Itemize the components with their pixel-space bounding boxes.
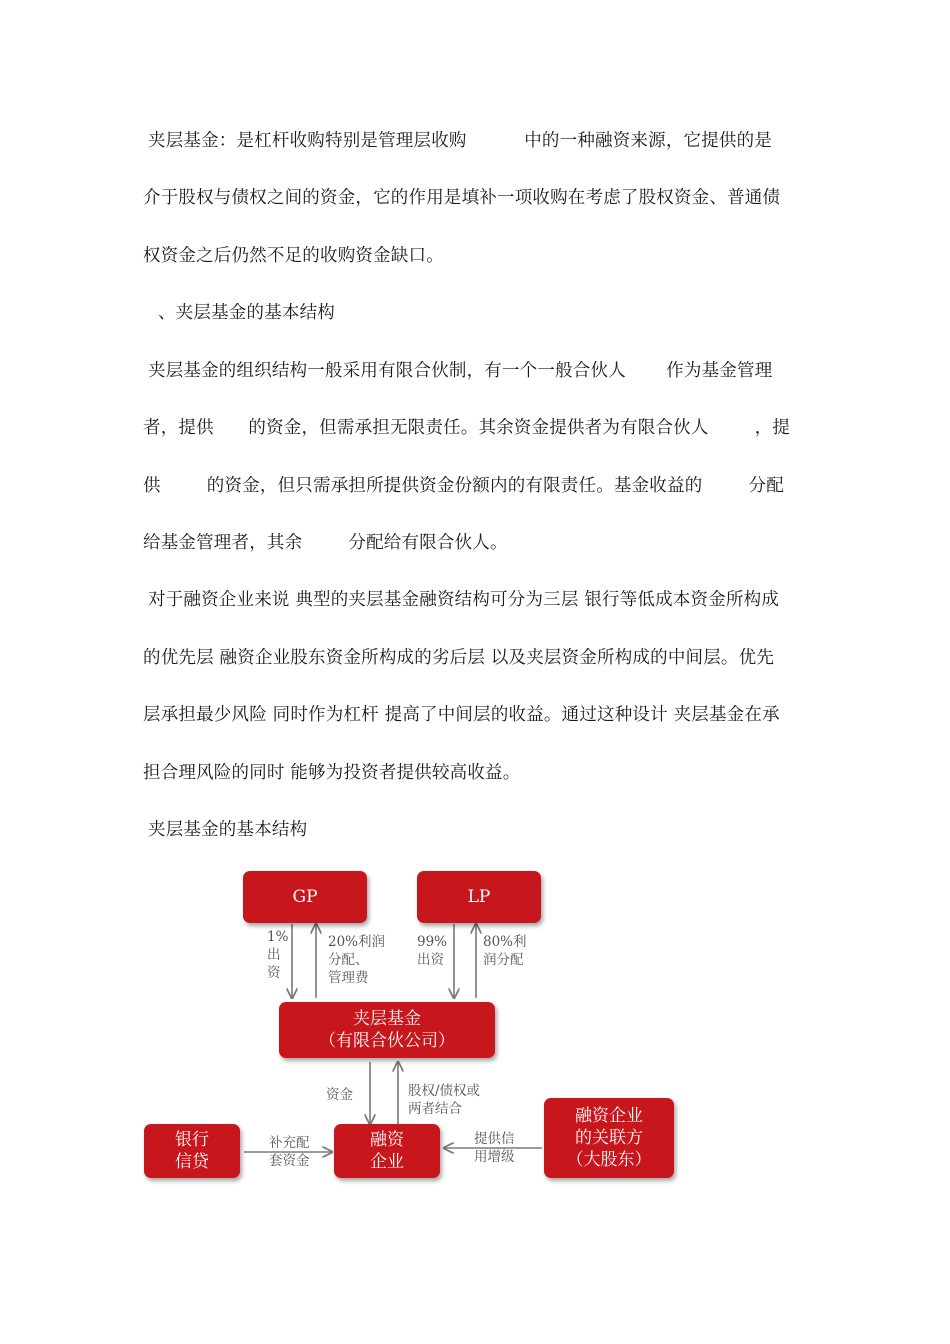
lp-box-label: LP xyxy=(467,887,491,907)
bank-to-company-label: 补充配 套资金 xyxy=(269,1135,310,1169)
company-box-line2: 企业 xyxy=(370,1152,404,1172)
fund-box-title: 夹层基金 xyxy=(353,1009,421,1029)
related-box-line2: 的关联方 xyxy=(575,1128,643,1148)
gp-box-label: GP xyxy=(292,887,318,907)
paragraph-line: 夹层基金：是杠杆收购特别是管理层收购 中的一种融资来源，它提供的是 xyxy=(148,131,773,151)
fund-to-company-label: 资金 xyxy=(326,1087,353,1103)
bank-box-line1: 银行 xyxy=(175,1130,209,1150)
bank-credit-box xyxy=(144,1124,240,1178)
lp-capital-label: 99% 出资 xyxy=(417,934,448,968)
paragraph-line: 介于股权与债权之间的资金，它的作用是填补一项收购在考虑了股权资金、普通债 xyxy=(143,188,781,208)
gp-return-label: 20%利润 分配、 管理费 xyxy=(328,934,386,986)
paragraph-line: 的优先层 融资企业股东资金所构成的劣后层 以及夹层资金所构成的中间层。优先 xyxy=(143,648,775,668)
fund-box-subtitle: （有限合伙公司） xyxy=(319,1031,455,1051)
paragraph-line: 给基金管理者，其余 分配给有限合伙人。 xyxy=(143,533,508,553)
paragraph-line: 供 的资金，但只需承担所提供资金份额内的有限责任。基金收益的 分配 xyxy=(143,476,784,496)
related-box-line3: （大股东） xyxy=(566,1150,652,1170)
company-to-fund-label: 股权/债权或 两者结合 xyxy=(408,1083,481,1117)
mezzanine-fund-structure-diagram xyxy=(140,866,680,1186)
gp-box xyxy=(243,871,367,923)
bank-box-line2: 信贷 xyxy=(175,1152,209,1172)
related-box-line1: 融资企业 xyxy=(575,1106,643,1126)
gp-capital-label: 1% 出 资 xyxy=(267,929,289,981)
company-box-line1: 融资 xyxy=(370,1130,404,1150)
section-heading: 、夹层基金的基本结构 xyxy=(158,303,335,323)
lp-return-label: 80%利 润分配 xyxy=(483,934,527,968)
paragraph-line: 夹层基金的组织结构一般采用有限合伙制，有一个一般合伙人 作为基金管理 xyxy=(148,361,773,381)
financing-company-box xyxy=(334,1124,440,1178)
paragraph-line: 层承担最少风险 同时作为杠杆 提高了中间层的收益。通过这种设计 夹层基金在承 xyxy=(143,705,780,725)
paragraph-line: 对于融资企业来说 典型的夹层基金融资结构可分为三层 银行等低成本资金所构成 xyxy=(148,590,780,610)
paragraph-line: 者，提供 的资金，但需承担无限责任。其余资金提供者为有限合伙人 ，提 xyxy=(143,418,791,438)
lp-box xyxy=(417,871,541,923)
paragraph-line: 权资金之后仍然不足的收购资金缺口。 xyxy=(143,246,444,266)
related-party-box xyxy=(544,1098,674,1178)
mezzanine-fund-box xyxy=(279,1002,495,1058)
paragraph-line: 担合理风险的同时 能够为投资者提供较高收益。 xyxy=(143,763,521,783)
figure-caption: 夹层基金的基本结构 xyxy=(148,820,308,840)
related-to-company-label: 提供信 用增级 xyxy=(474,1131,515,1165)
